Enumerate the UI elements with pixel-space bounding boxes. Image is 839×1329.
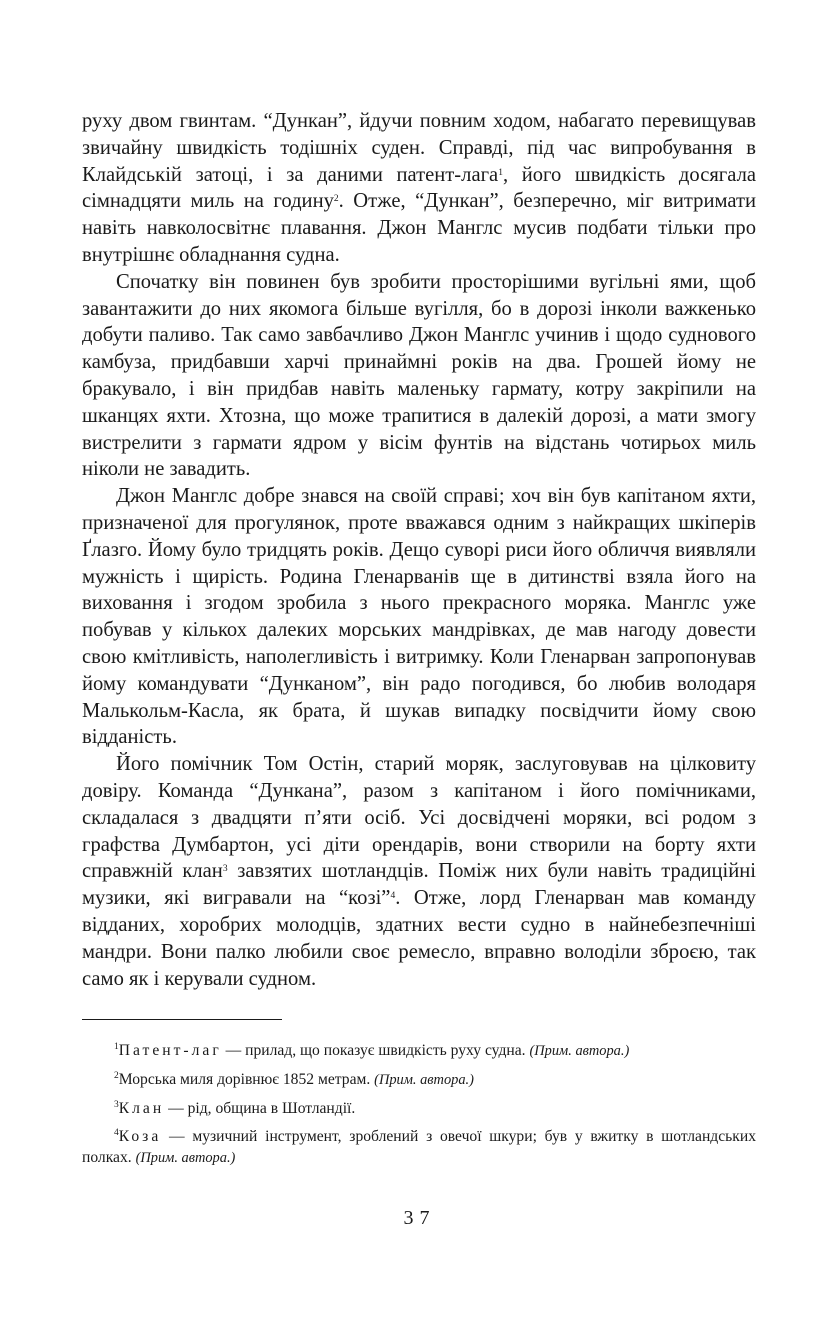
footnote <box>82 1098 756 1119</box>
page-number: 37 <box>403 1207 436 1229</box>
main-text <box>82 108 756 992</box>
footnote-separator <box>82 1019 282 1020</box>
footnote-ref: 1 <box>498 167 503 178</box>
footnote-text: Морська миля дорівнює 1852 метрам. <box>118 1071 375 1089</box>
paragraph <box>82 751 756 992</box>
footnote-note: (Прим. автора.) <box>374 1072 474 1089</box>
footnote-note: (Прим. автора.) <box>529 1043 630 1060</box>
text-run: . Отже, лорд Гленарван мав команду відданих, хоробрих молодців, здатних вести судно в найнебезпечніші мандри. Вони палко любили своє ремесло, вправно володіли зброєю, так само як і керували судном. <box>82 887 756 990</box>
text-run: завзятих шотландців. Поміж них були навіть традиційні музики, які вигравали на “козі” <box>82 860 756 910</box>
text-run: . Отже, “Дункан”, безперечно, міг витримати навіть навколосвітнє плавання. Джон Манглс мусив подбати тільки про внутрішнє обладнання судна. <box>82 190 756 266</box>
footnote <box>82 1040 756 1062</box>
footnote-ref: 3 <box>222 864 228 875</box>
footnote-number: 3 <box>114 1100 119 1111</box>
text-run: руху двом гвинтам. “Дункан”, йдучи повним ходом, набагато перевищував звичайну швидкість тодішніх суден. Справді, під час випробування в Клайдській затоці, і за даними патент-лага <box>82 110 756 186</box>
footnote-text: — рід, община в Шотландії. <box>164 1100 356 1118</box>
footnote-number: 4 <box>114 1128 119 1139</box>
footnote-text: — музичний інструмент, зроблений з овечої шкури; був у вжитку в шотландських полках. <box>82 1128 756 1167</box>
paragraph <box>82 269 756 483</box>
footnote-term: Патент-лаг <box>118 1042 222 1060</box>
footnote-term: Коза <box>118 1128 162 1146</box>
footnote-ref: 2 <box>333 194 339 205</box>
text-run: Джон Манглс добре знався на своїй справі; хоч він був капітаном яхти, призначеної для прогулянок, проте вважався одним з найкращих шкіперів Ґлазго. Йому було тридцять років. Дещо суворі риси його обличчя виявляли мужність і щирість. Родина Гленарвaнів ще в дитинстві взяла його на виховання і згодом зробила з нього прекрасного моряка. Манглс уже побував у кількох далеких морських мандрівках, де мав нагоду довести свою кмітливість, наполегливість і витримку. Коли Гленарван запропонував йому командувати “Дунканом”, він радо погодився, бо любив володаря Малькольм-Касла, як брата, й шукав випадку посвідчити йому свою відданість. <box>82 485 756 749</box>
footnote-text: — прилад, що показує швидкість руху судна. <box>221 1042 530 1060</box>
footnote-number: 2 <box>114 1071 119 1082</box>
page-body <box>82 108 756 1176</box>
footnotes <box>82 1040 756 1169</box>
text-run: Спочатку він повинен був зробити просторішими вугільні ями, щоб завантажити до них якомога більше вугілля, бо в дорозі інколи важкенько добути паливо. Так само завбачливо Джон Манглс учинив і щодо суднового камбуза, придбавши харчі принаймні років на два. Грошей йому не бракувало, і він придбав навіть маленьку гармату, котру закріпили на шканцях яхти. Хтозна, що може трапитися в далекій дорозі, а мати змогу вистрелити з гармати ядром у вісім фунтів на відстань чотирьох миль ніколи не завадить. <box>82 270 756 481</box>
text-run: Його помічник Том Остін, старий моряк, заслуговував на цілковиту довіру. Команда “Дункана”, разом з капітаном і його помічниками, складалася з двадцяти п’яти осіб. Усі досвідчені моряки, всі родом з графства Думбартон, усі діти орендарів, вони створили на борту яхти справжній клан <box>82 753 756 883</box>
footnote-note: (Прим. автора.) <box>135 1150 236 1167</box>
paragraph <box>82 108 756 269</box>
footnote <box>82 1126 756 1169</box>
footnote-number: 1 <box>114 1042 119 1053</box>
text-run: , його швидкість досягала сімнадцяти миль на годину <box>82 163 756 213</box>
footnote <box>82 1069 756 1091</box>
paragraph <box>82 483 756 751</box>
footnote-ref: 4 <box>390 891 396 902</box>
footnote-term: Клан <box>118 1100 165 1118</box>
